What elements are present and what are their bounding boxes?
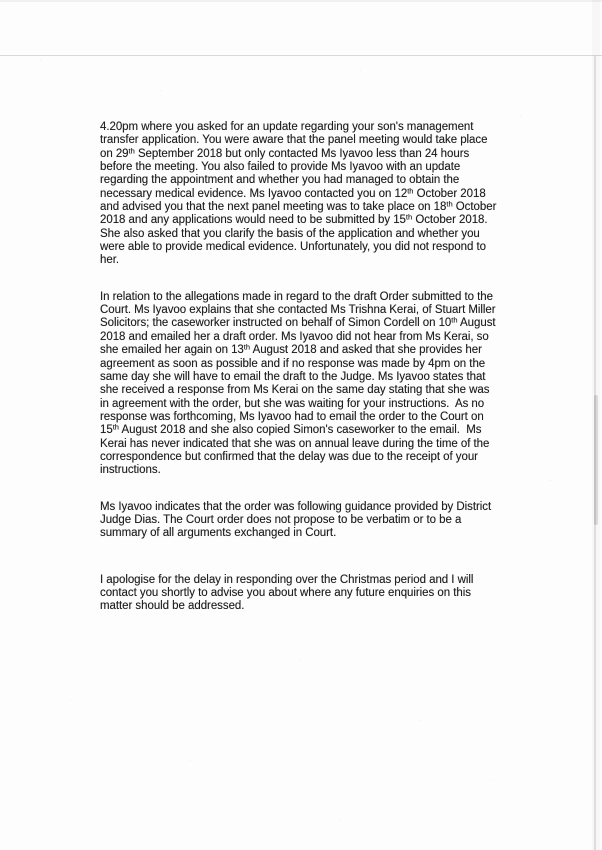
text-line: her.	[100, 254, 119, 267]
text-line: Ms Iyavoo indicates that the order was following guidance provided by District	[100, 500, 492, 513]
scan-noise-speckles	[40, 60, 41, 61]
text-line: 4.20pm where you asked for an update regarding your son's management	[100, 121, 474, 133]
text-line: 2018 and any applications would need to be submitted by 15th October 2018.	[100, 212, 488, 227]
text-line: correspondence but confirmed that the delay was due to the receipt of your	[100, 450, 478, 463]
text-line: instructions.	[100, 464, 161, 477]
text-line: and advised you that the next panel meeting was to take place on 18th October	[100, 199, 497, 214]
text-line: were able to provide medical evidence. Unfortunately, you did not respond to	[100, 241, 486, 254]
scan-artifact-top-line	[0, 55, 602, 56]
text-line: regarding the appointment and whether you had managed to obtain the	[100, 174, 460, 187]
text-line: in agreement with the order, but she was waiting for your instructions. As no	[100, 397, 485, 410]
paragraph	[100, 291, 540, 478]
paragraph	[100, 574, 540, 614]
scan-artifact-right-smudge	[594, 395, 598, 525]
text-line: I apologise for the delay in responding over the Christmas period and I will	[100, 573, 474, 586]
text-line: transfer application. You were aware that the panel meeting would take place	[100, 134, 488, 147]
text-line: Judge Dias. The Court order does not propose to be verbatim or to be a	[100, 513, 462, 526]
text-line: In relation to the allegations made in regard to the draft Order submitted to the	[100, 290, 493, 303]
text-line: Solicitors; the caseworker instructed on behalf of Simon Cordell on 10th August	[100, 315, 496, 330]
text-line: summary of all arguments exchanged in Court.	[100, 527, 337, 540]
text-line: 15th August 2018 and she also copied Simon's caseworker to the email. Ms	[100, 422, 482, 437]
text-line: She also asked that you clarify the basis of the application and whether you	[100, 227, 480, 240]
text-line: Court. Ms Iyavoo explains that she contacted Ms Trishna Kerai, of Stuart Miller	[100, 304, 496, 317]
text-line: on 29th September 2018 but only contacted Ms Iyavoo less than 24 hours	[100, 146, 470, 160]
text-line: 2018 and emailed her a draft order. Ms Iyavoo did not hear from Ms Kerai, so	[100, 330, 489, 343]
paragraph	[100, 501, 540, 541]
text-line: before the meeting. You also failed to provide Ms Iyavoo with an update	[100, 161, 461, 174]
text-line: contact you shortly to advise you about where any future enquiries on this	[100, 586, 471, 599]
text-line: matter should be addressed.	[100, 600, 245, 613]
text-line: same day she will have to email the draft to the Judge. Ms Iyavoo states that	[100, 370, 486, 383]
text-line: agreement as soon as possible and if no response was made by 4pm on the	[100, 357, 486, 370]
letter-body	[100, 121, 540, 614]
scan-artifact-top-edge	[0, 0, 602, 2]
text-line: she received a response from Ms Kerai on the same day stating that she was	[100, 384, 490, 397]
text-line: response was forthcoming, Ms Iyavoo had to email the order to the Court on	[100, 410, 484, 423]
text-line: necessary medical evidence. Ms Iyavoo contacted you on 12th October 2018	[100, 186, 486, 200]
text-line: Kerai has never indicated that she was on annual leave during the time of the	[100, 437, 490, 450]
text-line: she emailed her again on 13th August 2018 and asked that she provides her	[100, 342, 482, 357]
paragraph	[100, 121, 540, 268]
